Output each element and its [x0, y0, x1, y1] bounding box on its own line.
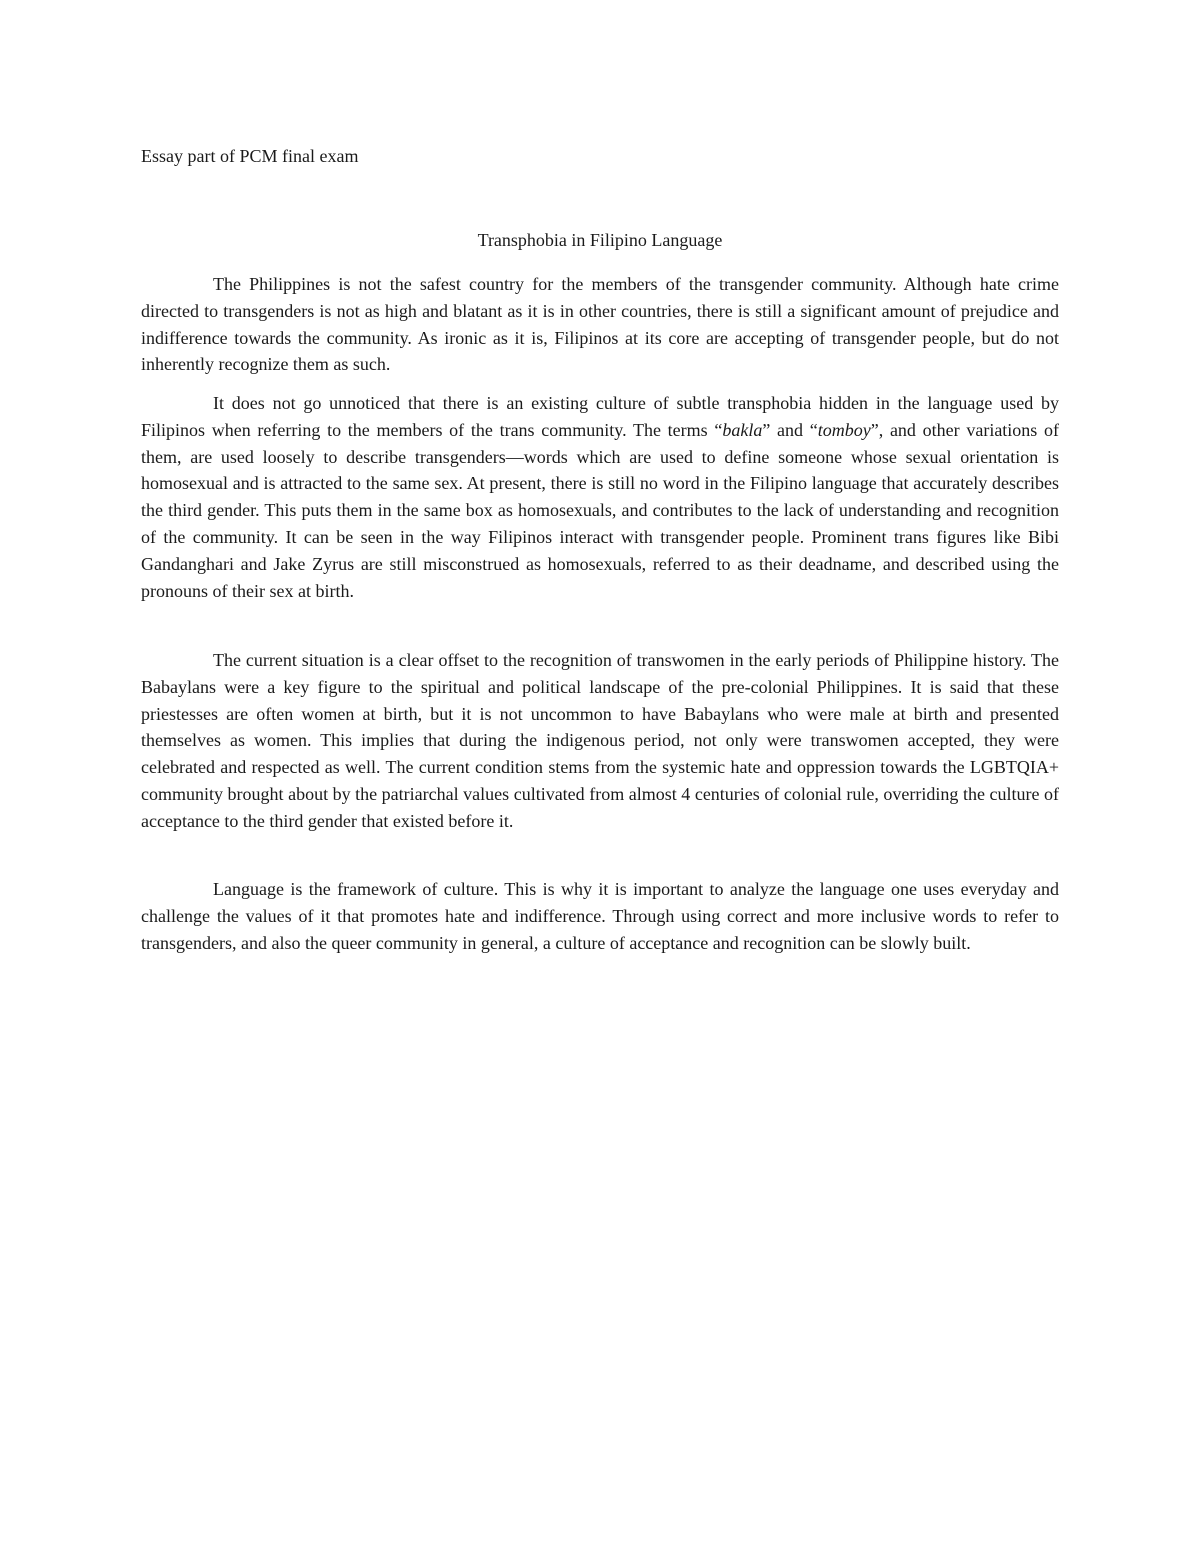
paragraph-4: Language is the framework of culture. This is why it is important to analyze the language one uses everyday and challenge the values of it that promotes hate and indifference. Through using correct and more inclusive words to refer to transgenders, and also the queer community in general, a culture of acceptance and recognition can be slowly built.	[141, 879, 1059, 953]
term-tomboy: tomboy	[817, 419, 871, 440]
essay-title: Transphobia in Filipino Language	[477, 230, 723, 250]
term-bakla: bakla	[722, 419, 763, 440]
paragraph-2-text-a: It does not go unnoticed that there is an existing culture of subtle transphobia hidden in the language used by Filipinos when referring to the members of the trans community. The terms “	[141, 393, 1059, 440]
paragraph-1: The Philippines is not the safest country for the members of the transgender community. Although hate crime directed to transgenders is not as high and blatant as it is in other countries, there is still a significant amount of prejudice and indifference towards the community. As ironic as it is, Filipinos at its core are accepting of transgender people, but do not inherently recognize them as such.	[141, 274, 1059, 375]
paragraph-2-text-c: ”, and other variations of them, are used loosely to describe transgenders—words which are used to define someone whose sexual orientation is homosexual and is attracted to the same sex. At present, there is still no word in the Filipino language that accurately describes the third gender. This puts them in the same box as homosexuals, and contributes to the lack of understanding and recognition of the community. It can be seen in the way Filipinos interact with transgender people. Prominent trans figures like Bibi Gandanghari and Jake Zyrus are still misconstrued as homosexuals, referred to as their deadname, and described using the pronouns of their sex at birth.	[141, 419, 1060, 601]
paragraph-2	[141, 390, 1059, 604]
paragraph-3: The current situation is a clear offset to the recognition of transwomen in the early periods of Philippine history. The Babaylans were a key figure to the spiritual and political landscape of the pre-colonial Philippines. It is said that these priestesses are often women at birth, but it is not uncommon to have Babaylans who were male at birth and presented themselves as women. This implies that during the indigenous period, not only were transwomen accepted, they were celebrated and respected as well. The current condition stems from the systemic hate and oppression towards the LGBTQIA+ community brought about by the patriarchal values cultivated from almost 4 centuries of colonial rule, overriding the culture of acceptance to the third gender that existed before it.	[141, 650, 1059, 831]
exam-header-note: Essay part of PCM final exam	[141, 146, 359, 166]
paragraph-2-text-b: ” and “	[762, 419, 818, 440]
